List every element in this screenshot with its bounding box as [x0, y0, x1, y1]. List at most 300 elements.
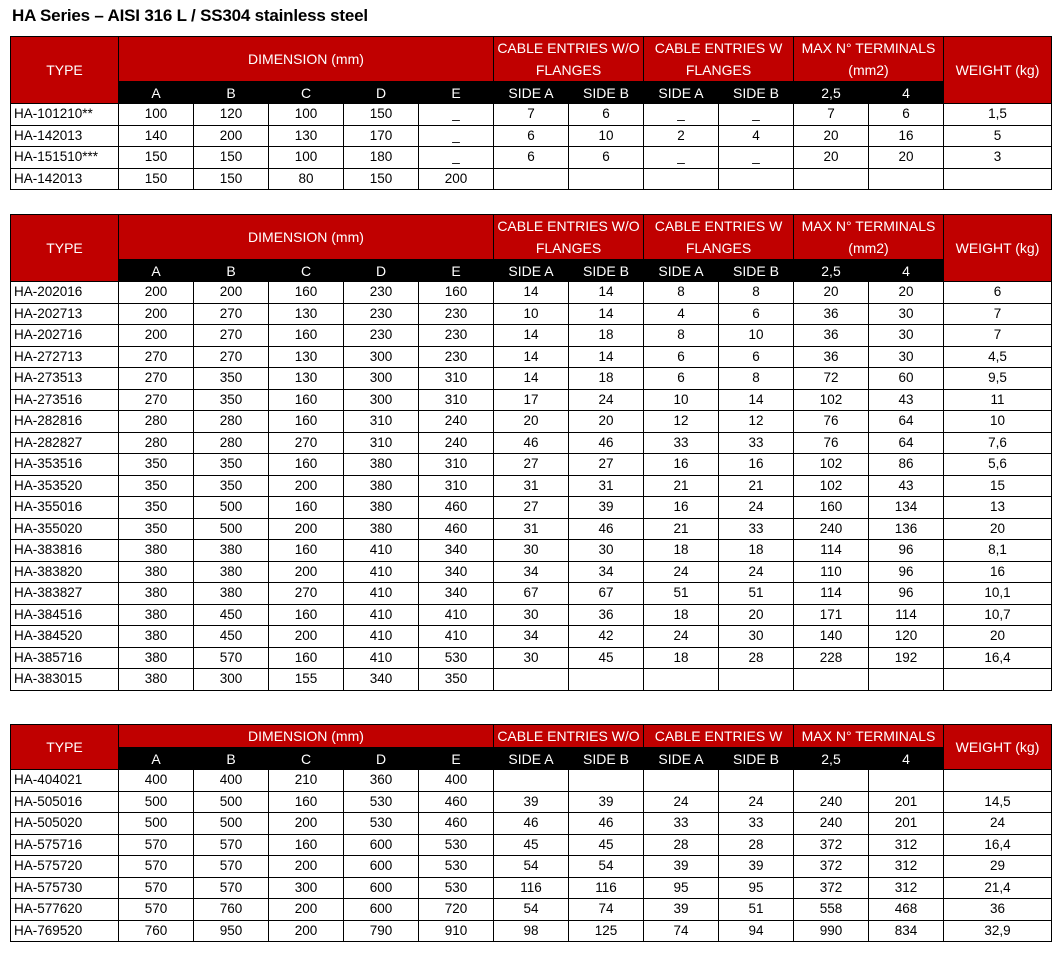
spec-table-3 — [10, 724, 1052, 942]
subheader-cell: C — [269, 748, 344, 770]
table-row — [11, 920, 1052, 942]
value-cell — [869, 168, 944, 190]
value-cell: 20 — [944, 626, 1052, 648]
value-cell: 20 — [794, 125, 869, 147]
value-cell: 76 — [794, 432, 869, 454]
subheader-cell: SIDE A — [494, 260, 569, 282]
value-cell — [569, 168, 644, 190]
table-row — [11, 147, 1052, 169]
value-cell: 200 — [269, 561, 344, 583]
value-cell: 372 — [794, 856, 869, 878]
value-cell: 910 — [419, 920, 494, 942]
subheader-cell: A — [119, 82, 194, 104]
dimension-header: DIMENSION (mm) — [119, 37, 494, 82]
value-cell: 39 — [569, 791, 644, 813]
value-cell: 34 — [569, 561, 644, 583]
header-row — [11, 215, 1052, 260]
value-cell: 500 — [119, 791, 194, 813]
value-cell: 200 — [119, 325, 194, 347]
value-cell: 200 — [269, 899, 344, 921]
type-cell: HA-383827 — [11, 583, 119, 605]
value-cell: 790 — [344, 920, 419, 942]
type-cell: HA-101210** — [11, 104, 119, 126]
table-row — [11, 856, 1052, 878]
subheader-cell: SIDE A — [494, 82, 569, 104]
value-cell: 14 — [569, 303, 644, 325]
value-cell: 380 — [344, 475, 419, 497]
value-cell — [494, 770, 569, 792]
value-cell: 7 — [944, 325, 1052, 347]
value-cell: 30 — [494, 647, 569, 669]
value-cell: 20 — [869, 282, 944, 304]
value-cell: 110 — [794, 561, 869, 583]
subheader-cell: SIDE B — [569, 260, 644, 282]
value-cell: 310 — [419, 475, 494, 497]
value-cell: 410 — [344, 647, 419, 669]
value-cell: 3 — [944, 147, 1052, 169]
value-cell: 300 — [344, 346, 419, 368]
max-terminals-header-line: MAX N° TERMINALS — [801, 728, 936, 744]
value-cell: 30 — [869, 325, 944, 347]
value-cell: 160 — [269, 604, 344, 626]
value-cell — [494, 669, 569, 691]
cable-entries-w-header — [644, 215, 794, 260]
value-cell: 150 — [344, 168, 419, 190]
value-cell: 14 — [494, 282, 569, 304]
value-cell: 13 — [944, 497, 1052, 519]
value-cell: 200 — [269, 626, 344, 648]
table-row — [11, 583, 1052, 605]
value-cell: 270 — [119, 389, 194, 411]
value-cell: 570 — [194, 647, 269, 669]
value-cell: 42 — [569, 626, 644, 648]
type-header: TYPE — [11, 37, 119, 104]
value-cell: 6 — [944, 282, 1052, 304]
value-cell: 240 — [794, 791, 869, 813]
value-cell: 36 — [794, 346, 869, 368]
value-cell: 8 — [644, 325, 719, 347]
value-cell: 310 — [344, 432, 419, 454]
value-cell: 46 — [569, 813, 644, 835]
value-cell: 530 — [419, 834, 494, 856]
value-cell: 74 — [644, 920, 719, 942]
value-cell: 96 — [869, 540, 944, 562]
type-header: TYPE — [11, 725, 119, 770]
value-cell: 200 — [269, 475, 344, 497]
subheader-row — [11, 260, 1052, 282]
value-cell: 410 — [344, 604, 419, 626]
value-cell: _ — [719, 147, 794, 169]
table-row — [11, 518, 1052, 540]
subheader-cell: A — [119, 260, 194, 282]
value-cell: 200 — [269, 920, 344, 942]
value-cell: 150 — [119, 168, 194, 190]
value-cell: 6 — [644, 368, 719, 390]
value-cell: 460 — [419, 791, 494, 813]
value-cell: 160 — [269, 834, 344, 856]
value-cell: 380 — [119, 647, 194, 669]
value-cell: 270 — [194, 346, 269, 368]
header-row — [11, 37, 1052, 82]
value-cell: 570 — [119, 834, 194, 856]
value-cell: 7,6 — [944, 432, 1052, 454]
value-cell: 17 — [494, 389, 569, 411]
type-cell: HA-151510*** — [11, 147, 119, 169]
value-cell: 20 — [494, 411, 569, 433]
subheader-cell: C — [269, 260, 344, 282]
value-cell: 39 — [644, 856, 719, 878]
value-cell: 372 — [794, 834, 869, 856]
type-cell: HA-577620 — [11, 899, 119, 921]
value-cell: 500 — [194, 518, 269, 540]
value-cell: 8 — [719, 368, 794, 390]
table-row — [11, 368, 1052, 390]
value-cell: 310 — [419, 389, 494, 411]
value-cell: 380 — [119, 561, 194, 583]
value-cell: 6 — [719, 303, 794, 325]
value-cell: 96 — [869, 561, 944, 583]
value-cell — [794, 168, 869, 190]
value-cell: 240 — [794, 518, 869, 540]
value-cell: 160 — [269, 389, 344, 411]
subheader-cell: 4 — [869, 260, 944, 282]
subheader-cell: E — [419, 260, 494, 282]
value-cell: 100 — [119, 104, 194, 126]
subheader-cell: SIDE B — [719, 260, 794, 282]
value-cell: 410 — [419, 604, 494, 626]
value-cell: 5 — [944, 125, 1052, 147]
value-cell — [494, 168, 569, 190]
table-row — [11, 647, 1052, 669]
value-cell: 6 — [869, 104, 944, 126]
value-cell: 54 — [569, 856, 644, 878]
subheader-cell: 2,5 — [794, 748, 869, 770]
type-cell: HA-575716 — [11, 834, 119, 856]
type-cell: HA-273516 — [11, 389, 119, 411]
max-terminals-header — [794, 215, 944, 260]
value-cell: 400 — [119, 770, 194, 792]
value-cell: 46 — [494, 813, 569, 835]
value-cell — [869, 770, 944, 792]
value-cell: 34 — [494, 626, 569, 648]
value-cell: 5,6 — [944, 454, 1052, 476]
value-cell: 34 — [494, 561, 569, 583]
value-cell: 350 — [194, 389, 269, 411]
value-cell: 31 — [494, 518, 569, 540]
value-cell: _ — [419, 125, 494, 147]
value-cell: 500 — [194, 791, 269, 813]
type-cell: HA-769520 — [11, 920, 119, 942]
value-cell: 4 — [719, 125, 794, 147]
value-cell — [569, 770, 644, 792]
value-cell: 380 — [344, 454, 419, 476]
value-cell: 160 — [419, 282, 494, 304]
value-cell: 530 — [344, 813, 419, 835]
value-cell: 60 — [869, 368, 944, 390]
table-row — [11, 346, 1052, 368]
type-cell: HA-282827 — [11, 432, 119, 454]
value-cell: 16 — [944, 561, 1052, 583]
value-cell: 102 — [794, 454, 869, 476]
value-cell: 150 — [344, 104, 419, 126]
value-cell: 20 — [944, 518, 1052, 540]
table-row — [11, 834, 1052, 856]
value-cell: 380 — [119, 626, 194, 648]
value-cell: 380 — [194, 561, 269, 583]
value-cell: 8 — [644, 282, 719, 304]
value-cell: 43 — [869, 389, 944, 411]
value-cell — [944, 669, 1052, 691]
value-cell: 7 — [794, 104, 869, 126]
value-cell: 46 — [494, 432, 569, 454]
subheader-cell: A — [119, 748, 194, 770]
value-cell: 10 — [644, 389, 719, 411]
value-cell: _ — [644, 147, 719, 169]
type-cell: HA-353520 — [11, 475, 119, 497]
value-cell: 28 — [719, 834, 794, 856]
value-cell: 116 — [569, 877, 644, 899]
value-cell: 76 — [794, 411, 869, 433]
value-cell: 570 — [119, 856, 194, 878]
value-cell — [719, 770, 794, 792]
value-cell: 21 — [719, 475, 794, 497]
type-cell: HA-383820 — [11, 561, 119, 583]
value-cell: 200 — [269, 856, 344, 878]
table-row — [11, 561, 1052, 583]
value-cell: 140 — [119, 125, 194, 147]
value-cell: 270 — [269, 583, 344, 605]
value-cell: 20 — [719, 604, 794, 626]
value-cell: 10 — [494, 303, 569, 325]
value-cell: 350 — [419, 669, 494, 691]
value-cell: 36 — [944, 899, 1052, 921]
value-cell: 74 — [569, 899, 644, 921]
value-cell: 30 — [494, 604, 569, 626]
table-row — [11, 325, 1052, 347]
value-cell — [719, 168, 794, 190]
value-cell: 410 — [344, 583, 419, 605]
value-cell: 39 — [494, 791, 569, 813]
value-cell: 350 — [119, 497, 194, 519]
max-terminals-header-line: MAX N° TERMINALS — [801, 218, 936, 234]
value-cell: 67 — [569, 583, 644, 605]
type-cell: HA-202016 — [11, 282, 119, 304]
cable-entries-wo-header — [494, 215, 644, 260]
value-cell: 29 — [944, 856, 1052, 878]
value-cell: 18 — [644, 647, 719, 669]
cable-entries-w-header-line: CABLE ENTRIES W — [654, 218, 783, 234]
type-cell: HA-202713 — [11, 303, 119, 325]
subheader-cell: D — [344, 260, 419, 282]
value-cell: 600 — [344, 856, 419, 878]
type-cell: HA-384520 — [11, 626, 119, 648]
value-cell: 230 — [419, 346, 494, 368]
value-cell: 20 — [794, 282, 869, 304]
subheader-cell: SIDE A — [644, 82, 719, 104]
value-cell: 24 — [569, 389, 644, 411]
table-row — [11, 497, 1052, 519]
value-cell: 30 — [869, 346, 944, 368]
value-cell: 340 — [419, 561, 494, 583]
table-row — [11, 168, 1052, 190]
max-terminals-header-line: MAX N° TERMINALS — [801, 40, 936, 56]
value-cell: 30 — [719, 626, 794, 648]
value-cell: 45 — [569, 647, 644, 669]
value-cell: 160 — [269, 540, 344, 562]
value-cell: 170 — [344, 125, 419, 147]
cable-entries-w-header-line: FLANGES — [685, 240, 752, 256]
value-cell: 45 — [494, 834, 569, 856]
value-cell: 24 — [644, 791, 719, 813]
value-cell: 312 — [869, 834, 944, 856]
value-cell: 7 — [494, 104, 569, 126]
value-cell: 14 — [719, 389, 794, 411]
value-cell: _ — [644, 104, 719, 126]
value-cell: 11 — [944, 389, 1052, 411]
value-cell: 270 — [119, 368, 194, 390]
value-cell: 16 — [719, 454, 794, 476]
max-terminals-header-line: (mm2) — [848, 62, 889, 78]
value-cell: 9,5 — [944, 368, 1052, 390]
value-cell: 360 — [344, 770, 419, 792]
value-cell: 10 — [719, 325, 794, 347]
value-cell: 24 — [944, 813, 1052, 835]
type-cell: HA-383015 — [11, 669, 119, 691]
value-cell: 230 — [419, 303, 494, 325]
value-cell: 8,1 — [944, 540, 1052, 562]
value-cell: 39 — [719, 856, 794, 878]
value-cell: 20 — [794, 147, 869, 169]
subheader-cell: SIDE A — [644, 748, 719, 770]
value-cell — [869, 669, 944, 691]
page-title: HA Series – AISI 316 L / SS304 stainless steel — [12, 6, 368, 25]
value-cell: 300 — [194, 669, 269, 691]
value-cell: 27 — [494, 454, 569, 476]
value-cell: 558 — [794, 899, 869, 921]
type-cell: HA-353516 — [11, 454, 119, 476]
value-cell: 114 — [794, 583, 869, 605]
value-cell: 150 — [119, 147, 194, 169]
subheader-cell: D — [344, 82, 419, 104]
value-cell: 171 — [794, 604, 869, 626]
value-cell: 340 — [344, 669, 419, 691]
value-cell: 280 — [194, 432, 269, 454]
value-cell: 116 — [494, 877, 569, 899]
value-cell: 18 — [569, 368, 644, 390]
value-cell — [944, 770, 1052, 792]
value-cell: 720 — [419, 899, 494, 921]
dimension-header: DIMENSION (mm) — [119, 215, 494, 260]
value-cell: 31 — [569, 475, 644, 497]
value-cell: 350 — [194, 454, 269, 476]
value-cell: 24 — [644, 626, 719, 648]
table-row — [11, 432, 1052, 454]
cable-entries-w-header — [644, 725, 794, 748]
value-cell: 120 — [194, 104, 269, 126]
value-cell: 39 — [644, 899, 719, 921]
value-cell: 33 — [719, 518, 794, 540]
value-cell: _ — [719, 104, 794, 126]
value-cell: 6 — [569, 147, 644, 169]
value-cell: 46 — [569, 432, 644, 454]
value-cell: 760 — [194, 899, 269, 921]
value-cell: 280 — [194, 411, 269, 433]
cable-entries-w-header-line: CABLE ENTRIES W — [654, 728, 783, 744]
value-cell: 380 — [194, 540, 269, 562]
value-cell: 134 — [869, 497, 944, 519]
value-cell: 310 — [419, 454, 494, 476]
value-cell: 500 — [194, 497, 269, 519]
value-cell: 200 — [269, 813, 344, 835]
cable-entries-wo-header — [494, 37, 644, 82]
value-cell: 4,5 — [944, 346, 1052, 368]
value-cell: 270 — [194, 325, 269, 347]
subheader-cell: SIDE B — [719, 748, 794, 770]
type-cell: HA-273513 — [11, 368, 119, 390]
value-cell: 460 — [419, 497, 494, 519]
value-cell: 130 — [269, 303, 344, 325]
value-cell: 6 — [719, 346, 794, 368]
spec-table-2 — [10, 214, 1052, 691]
value-cell: 380 — [119, 669, 194, 691]
value-cell: 10,1 — [944, 583, 1052, 605]
value-cell: 130 — [269, 346, 344, 368]
value-cell: 570 — [194, 834, 269, 856]
value-cell: 570 — [194, 877, 269, 899]
value-cell: 96 — [869, 583, 944, 605]
value-cell: 33 — [719, 432, 794, 454]
table-row — [11, 125, 1052, 147]
value-cell: 160 — [269, 791, 344, 813]
spec-table-1 — [10, 36, 1052, 190]
value-cell: 570 — [119, 899, 194, 921]
value-cell: 10 — [944, 411, 1052, 433]
type-cell: HA-272713 — [11, 346, 119, 368]
subheader-cell: D — [344, 748, 419, 770]
value-cell: 18 — [644, 540, 719, 562]
value-cell: 180 — [344, 147, 419, 169]
subheader-cell: 4 — [869, 748, 944, 770]
value-cell: 350 — [194, 368, 269, 390]
value-cell: 18 — [719, 540, 794, 562]
type-cell: HA-575720 — [11, 856, 119, 878]
table-row — [11, 770, 1052, 792]
subheader-cell: SIDE B — [719, 82, 794, 104]
value-cell: 380 — [119, 583, 194, 605]
cable-entries-wo-header-line: FLANGES — [535, 62, 602, 78]
value-cell: 20 — [869, 147, 944, 169]
value-cell: 18 — [644, 604, 719, 626]
subheader-cell: B — [194, 82, 269, 104]
value-cell: 450 — [194, 604, 269, 626]
value-cell: 24 — [719, 497, 794, 519]
value-cell: 380 — [344, 497, 419, 519]
value-cell: 36 — [794, 303, 869, 325]
value-cell: 16 — [869, 125, 944, 147]
value-cell: 150 — [194, 168, 269, 190]
type-cell: HA-505016 — [11, 791, 119, 813]
value-cell: 31 — [494, 475, 569, 497]
value-cell: 140 — [794, 626, 869, 648]
value-cell: 600 — [344, 877, 419, 899]
subheader-cell: 4 — [869, 82, 944, 104]
value-cell: 468 — [869, 899, 944, 921]
value-cell: 150 — [194, 147, 269, 169]
value-cell: 64 — [869, 432, 944, 454]
value-cell: 6 — [494, 147, 569, 169]
value-cell: _ — [419, 104, 494, 126]
value-cell: 16 — [644, 454, 719, 476]
